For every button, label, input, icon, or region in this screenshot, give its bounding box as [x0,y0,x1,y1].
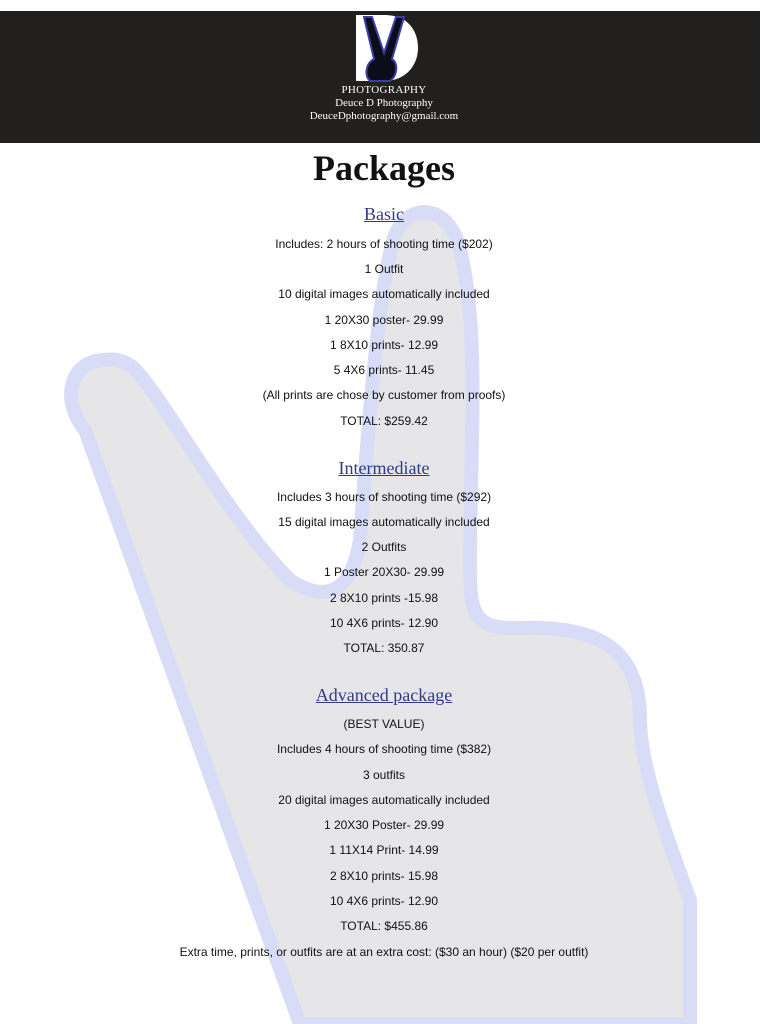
page-title: Packages [313,148,455,188]
best-value-label: (BEST VALUE) [343,717,425,731]
brand-wordmark: PHOTOGRAPHY [341,84,427,96]
package-line: 1 20X30 Poster- 29.99 [323,818,445,832]
contact-email: DeuceDphotography@gmail.com [309,110,459,122]
package-line: 10 4X6 prints- 12.90 [329,616,439,630]
package-line: 5 4X6 prints- 11.45 [333,363,435,377]
package-line: 1 8X10 prints- 12.99 [329,338,439,352]
package-line: Includes 3 hours of shooting time ($292) [276,490,492,504]
extra-cost-note: Extra time, prints, or outfits are at an extra cost: ($30 an hour) ($20 per outfit) [179,945,589,959]
header-banner [0,11,760,143]
package-title-basic: Basic [364,204,404,224]
package-title-advanced: Advanced package [315,685,453,705]
package-title-intermediate: Intermediate [338,458,430,478]
business-name: Deuce D Photography [335,97,433,109]
package-line: 1 Outfit [364,262,404,276]
peace-sign-logo [350,15,422,85]
package-total: TOTAL: 350.87 [343,641,425,655]
package-line: 10 digital images automatically included [278,287,490,301]
package-line: 2 8X10 prints- 15.98 [329,869,439,883]
package-total: TOTAL: $455.86 [340,919,428,933]
package-line: 3 outfits [362,768,406,782]
package-total: TOTAL: $259.42 [340,414,428,428]
package-line: 10 4X6 prints- 12.90 [329,894,439,908]
package-line: 2 Outfits [361,540,407,554]
package-line: (All prints are chose by customer from proofs) [262,388,506,402]
package-line: 1 11X14 Print- 14.99 [329,843,439,857]
package-line: 20 digital images automatically included [278,793,490,807]
package-line: Includes 4 hours of shooting time ($382) [276,742,492,756]
package-line: 15 digital images automatically included [278,515,490,529]
package-line: Includes: 2 hours of shooting time ($202) [275,237,493,251]
package-line: 1 20X30 poster- 29.99 [324,313,444,327]
package-line: 2 8X10 prints -15.98 [329,591,439,605]
package-line: 1 Poster 20X30- 29.99 [323,565,445,579]
